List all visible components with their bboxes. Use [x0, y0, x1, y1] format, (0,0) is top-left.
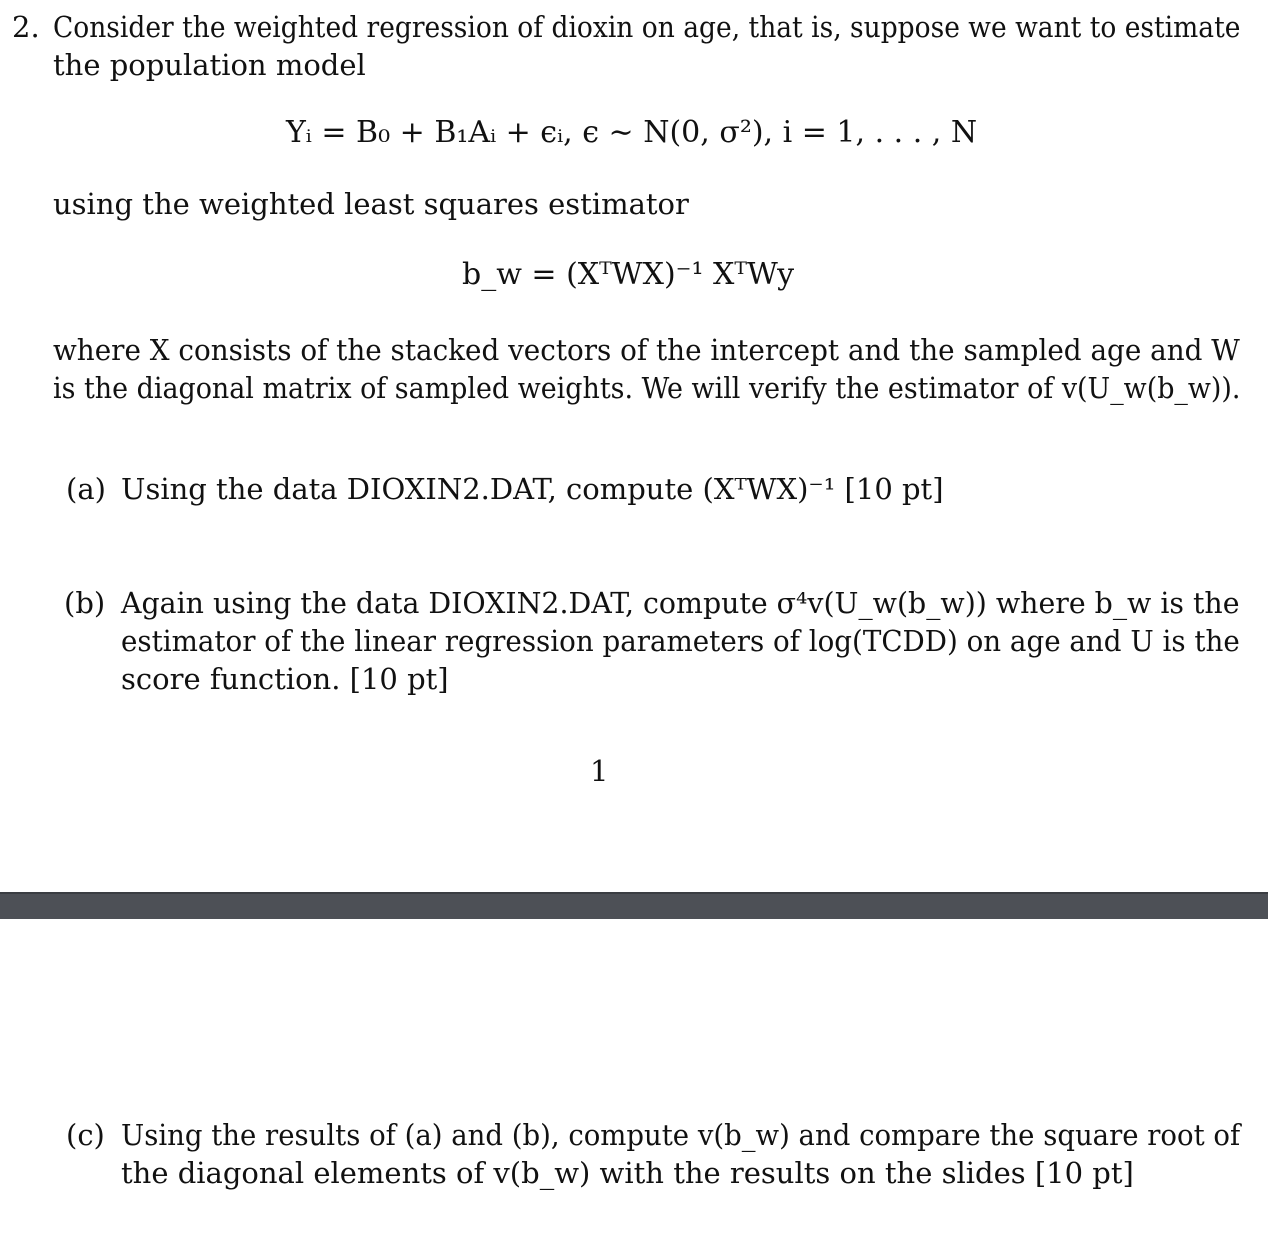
page-number: 1	[590, 754, 609, 788]
where-line-1: where X consists of the stacked vectors of the intercept and the sampled age and W	[53, 333, 1240, 367]
problem-number: 2.	[12, 10, 40, 44]
part-b-label: (b)	[64, 586, 106, 620]
part-b-line-2: estimator of the linear regression parameters of log(TCDD) on age and U is the	[121, 624, 1240, 658]
page-divider	[0, 892, 1268, 919]
intro-line-2: the population model	[53, 48, 366, 82]
part-c-line-2: the diagonal elements of v(b_w) with the results on the slides [10 pt]	[121, 1156, 1134, 1190]
part-a-label: (a)	[66, 472, 106, 506]
estimator-equation	[462, 255, 794, 295]
part-c-line-1: Using the results of (a) and (b), compute v(b_w) and compare the square root of	[121, 1118, 1241, 1152]
where-line-2: is the diagonal matrix of sampled weights. We will verify the estimator of v(U_w(b_w)).	[53, 371, 1241, 405]
part-b-line-3: score function. [10 pt]	[121, 662, 449, 696]
estimator-intro: using the weighted least squares estimator	[53, 187, 689, 221]
model-equation-text: Yᵢ = B₀ + B₁Aᵢ + ϵᵢ, ϵ ∼ N(0, σ²), i = 1, . . . , N	[286, 115, 978, 150]
part-a-text: Using the data DIOXIN2.DAT, compute (XᵀWX)⁻¹ [10 pt]	[121, 472, 944, 506]
part-b-line-1: Again using the data DIOXIN2.DAT, compute σ⁴v(U_w(b_w)) where b_w is the	[121, 586, 1240, 620]
estimator-equation-text: b_w = (XᵀWX)⁻¹ XᵀWy	[462, 257, 795, 292]
model-equation	[286, 113, 977, 153]
part-c-label: (c)	[66, 1118, 105, 1152]
intro-line-1: Consider the weighted regression of dioxin on age, that is, suppose we want to estimate	[53, 10, 1241, 44]
